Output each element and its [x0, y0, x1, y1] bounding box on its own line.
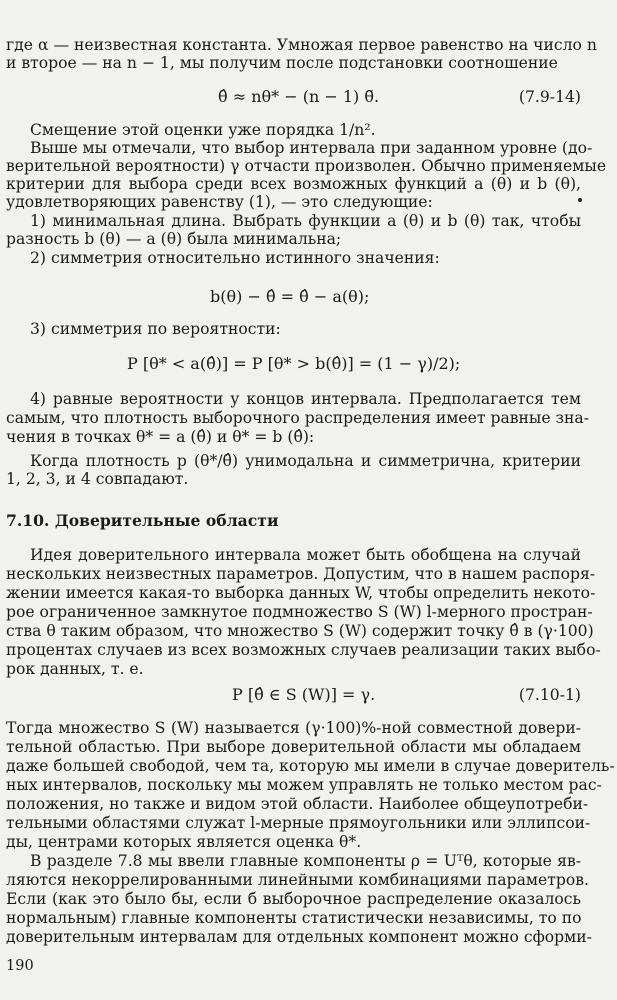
text-line: Смещение этой оценки уже порядка 1/n².: [30, 121, 376, 139]
text-line: 1) минимальная длина. Выбрать функции a (θ) и b (θ) так, чтобы: [30, 212, 581, 230]
page-number: 190: [6, 958, 34, 974]
ink-speck: [578, 198, 582, 202]
text-line: рок данных, т. е.: [6, 660, 144, 678]
text-line: доверительным интервалам для отдельных компонент можно сформи-: [6, 928, 592, 946]
text-line: нормальным) главные компоненты статистически независимы, то по: [6, 909, 582, 927]
text-line: Идея доверительного интервала может быть обобщена на случай: [30, 546, 581, 564]
text-line: жении имеется какая-то выборка данных W, чтобы определить некото-: [6, 584, 596, 602]
text-line: тельными областями служат l-мерные прямоугольники или эллипсои-: [6, 814, 591, 832]
equation-7-9-14: θ̂ ≈ nθ* − (n − 1) θ̃.: [218, 87, 380, 106]
text-line: 4) равные вероятности у концов интервала. Предполагается тем: [30, 390, 581, 408]
text-line: и второе — на n − 1, мы получим после подстановки соотношение: [6, 54, 558, 72]
text-line: самым, что плотность выборочного распределения имеет равные зна-: [6, 409, 589, 427]
text-line: Когда плотность p (θ*/θ̂) унимодальна и симметрична, критерии: [30, 452, 581, 470]
text-line: процентах случаев из всех возможных случаев реализации таких выбо-: [6, 641, 601, 659]
text-line: положения, но также и видом этой области. Наиболее общеупотреби-: [6, 795, 589, 813]
equation-number: (7.10-1): [518, 686, 581, 704]
text-line: 3) симметрия по вероятности:: [30, 320, 281, 338]
text-line: 2) симметрия относительно истинного значения:: [30, 249, 440, 267]
text-line: рое ограниченное замкнутое подмножество S (W) l-мерного простран-: [6, 603, 593, 621]
text-line: Тогда множество S (W) называется (γ·100)%-ной совместной довери-: [6, 719, 581, 737]
text-line: ства θ таким образом, что множество S (W) содержит точку θ̂ в (γ·100): [6, 622, 594, 640]
section-heading: 7.10. Доверительные области: [6, 511, 279, 530]
text-line: даже большей свободой, чем та, которую мы имели в случае доверитель-: [6, 757, 615, 775]
equation-number: (7.9-14): [518, 88, 581, 106]
text-line: тельной областью. При выборе доверительной области мы обладаем: [6, 738, 581, 756]
text-line: нескольких неизвестных параметров. Допустим, что в нашем распоря-: [6, 565, 596, 583]
text-line: В разделе 7.8 мы ввели главные компоненты ρ = Uᵀθ, которые яв-: [30, 852, 581, 870]
text-line: верительной вероятности) γ отчасти произволен. Обычно применяемые: [6, 157, 607, 175]
text-line: разность b (θ) — a (θ) была минимальна;: [6, 230, 342, 248]
equation-7-10-1: P [θ̂ ∈ S (W)] = γ.: [232, 685, 376, 704]
text-line: критерии для выбора среди всех возможных функций a (θ) и b (θ),: [6, 175, 581, 193]
text-line: удовлетворяющих равенству (1), — это следующие:: [6, 193, 433, 211]
text-line: где α — неизвестная константа. Умножая первое равенство на число n: [6, 36, 597, 54]
equation-symmetry: b(θ) − θ̂ = θ̂ − a(θ);: [210, 287, 370, 306]
text-line: Выше мы отмечали, что выбор интервала при заданном уровне (до-: [30, 139, 593, 157]
text-line: ды, центрами которых является оценка θ*.: [6, 833, 362, 851]
text-line: чения в точках θ* = a (θ̂) и θ* = b (θ̂):: [6, 428, 315, 446]
equation-probability: P [θ* < a(θ̂)] = P [θ* > b(θ̂)] = (1 − γ)/2);: [127, 354, 461, 373]
text-line: ных интервалов, поскольку мы можем управлять не только местом рас-: [6, 776, 602, 794]
text-line: 1, 2, 3, и 4 совпадают.: [6, 470, 189, 488]
text-line: Если (как это было бы, если б выборочное распределение оказалось: [6, 890, 581, 908]
text-line: ляются некоррелированными линейными комбинациями параметров.: [6, 871, 589, 889]
